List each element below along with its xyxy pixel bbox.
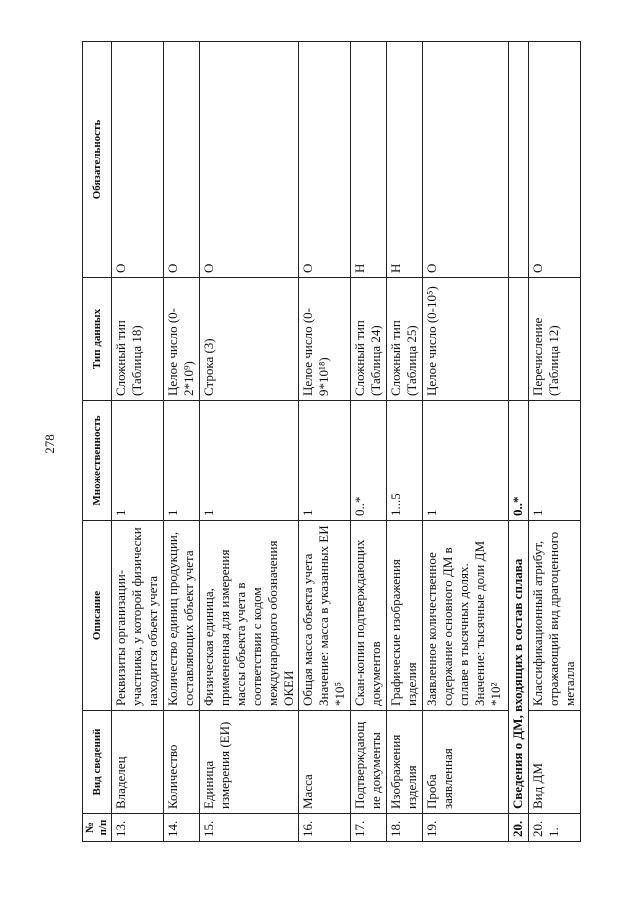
header-kind: Вид сведений xyxy=(83,711,112,814)
table-row xyxy=(200,42,299,842)
section-required xyxy=(509,42,529,278)
cell-kind: Изображения изделия xyxy=(387,711,423,814)
section-row xyxy=(509,42,529,842)
cell-kind: Масса xyxy=(299,711,351,814)
cell-required: О xyxy=(200,42,299,278)
cell-description: Скан-копии подтверждающих документов xyxy=(351,521,387,711)
cell-description: Классификационный атрибут, отражающий вид драгоценного металла xyxy=(529,521,581,711)
attributes-table xyxy=(82,41,581,842)
section-num: 20. xyxy=(509,814,529,842)
cell-kind: Вид ДМ xyxy=(529,711,581,814)
table-row xyxy=(423,42,509,842)
cell-required: О xyxy=(112,42,164,278)
table-row xyxy=(112,42,164,842)
table-row xyxy=(164,42,200,842)
cell-required: О xyxy=(529,42,581,278)
cell-required: Н xyxy=(387,42,423,278)
cell-data-type: Целое число (0-10⁵) xyxy=(423,278,509,401)
header-num: № п/п xyxy=(83,814,112,842)
table-row xyxy=(299,42,351,842)
cell-required: О xyxy=(164,42,200,278)
cell-multiplicity: 1 xyxy=(200,401,299,521)
cell-description: Заявленное количественное содержание основного ДМ в сплаве в тысячных долях. Значение: тысячные доли ДМ *10² xyxy=(423,521,509,711)
cell-multiplicity: 1 xyxy=(529,401,581,521)
cell-kind: Владелец xyxy=(112,711,164,814)
cell-num: 16. xyxy=(299,814,351,842)
cell-multiplicity: 1 xyxy=(423,401,509,521)
header-required: Обязательность xyxy=(83,42,112,278)
cell-data-type: Перечисление (Таблица 12) xyxy=(529,278,581,401)
cell-required: Н xyxy=(351,42,387,278)
cell-description: Общая масса объекта учета Значение: масса в указанных ЕИ *10⁵ xyxy=(299,521,351,711)
cell-multiplicity: 1 xyxy=(164,401,200,521)
cell-description: Реквизиты организации-участника, у которой физически находится объект учета xyxy=(112,521,164,711)
section-title: Сведения о ДМ, входящих в состав сплава xyxy=(509,521,529,814)
cell-description: Физическая единица, примененная для измерения массы объекта учета в соответствии с кодом международного обозначения ОКЕИ xyxy=(200,521,299,711)
section-data-type xyxy=(509,278,529,401)
table-row xyxy=(387,42,423,842)
table-row xyxy=(529,42,581,842)
cell-required: О xyxy=(299,42,351,278)
cell-data-type: Сложный тип (Таблица 25) xyxy=(387,278,423,401)
cell-kind: Количество xyxy=(164,711,200,814)
table-row xyxy=(351,42,387,842)
page-number: 278 xyxy=(41,434,57,454)
cell-data-type: Сложный тип (Таблица 18) xyxy=(112,278,164,401)
table-header-row xyxy=(83,42,112,842)
cell-multiplicity: 1 xyxy=(299,401,351,521)
cell-kind: Проба заявленная xyxy=(423,711,509,814)
cell-num: 17. xyxy=(351,814,387,842)
rotated-table-wrapper xyxy=(82,42,577,842)
cell-num: 18. xyxy=(387,814,423,842)
header-description: Описание xyxy=(83,521,112,711)
header-multiplicity: Множественность xyxy=(83,401,112,521)
cell-multiplicity: 1 xyxy=(112,401,164,521)
cell-data-type: Сложный тип (Таблица 24) xyxy=(351,278,387,401)
cell-num: 14. xyxy=(164,814,200,842)
cell-description: Графические изображения изделия xyxy=(387,521,423,711)
cell-description: Количество единиц продукции, составляющих объект учета xyxy=(164,521,200,711)
cell-num: 19. xyxy=(423,814,509,842)
cell-num: 15. xyxy=(200,814,299,842)
section-multiplicity: 0..* xyxy=(509,401,529,521)
cell-multiplicity: 1...5 xyxy=(387,401,423,521)
cell-data-type: Целое число (0-9*10¹⁸) xyxy=(299,278,351,401)
cell-num: 20.1. xyxy=(529,814,581,842)
cell-multiplicity: 0..* xyxy=(351,401,387,521)
cell-kind: Единица измерения (ЕИ) xyxy=(200,711,299,814)
header-data-type: Тип данных xyxy=(83,278,112,401)
cell-data-type: Целое число (0-2*10⁹) xyxy=(164,278,200,401)
cell-kind: Подтверждающие документы xyxy=(351,711,387,814)
cell-num: 13. xyxy=(112,814,164,842)
cell-data-type: Строка (3) xyxy=(200,278,299,401)
cell-required: О xyxy=(423,42,509,278)
